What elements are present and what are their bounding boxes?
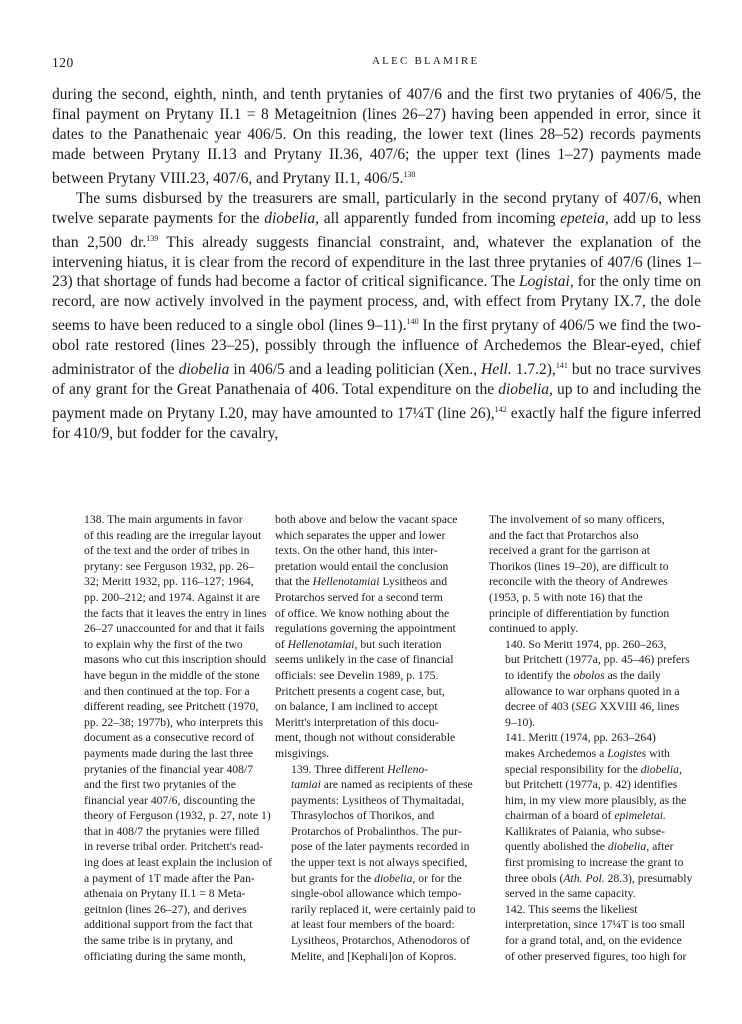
footnote-line: Lysitheos, Protarchos, Athenodoros of [291, 934, 470, 948]
footnote-line: prytany: see Ferguson 1932, pp. 26– [84, 559, 255, 573]
footnote-line: served in the same capacity. [505, 887, 636, 901]
footnote-line: single-obol allowance which tempo- [291, 887, 462, 901]
footnote-line: but Pritchett (1977a, p. 42) identifies [505, 778, 678, 792]
italic-term: diobelia [178, 361, 230, 379]
footnote-line: officials: see Develin 1989, p. 175. [275, 668, 439, 682]
footnote-line: of office. We know nothing about the [275, 606, 450, 620]
text-run: add up to less than 2,500 dr. [52, 209, 701, 251]
footnote-line: of the text and the order of tribes in [84, 544, 250, 558]
footnote-line: three obols (Ath. Pol. 28.3), presumably [505, 871, 693, 885]
footnote-140 [489, 637, 701, 731]
footnote-line: ing does at least explain the inclusion of [84, 856, 272, 870]
italic-term: epeteia, [560, 209, 609, 227]
footnote-line: officiating during the same month, [84, 949, 246, 963]
footnote-line: received a grant for the garrison at [489, 544, 650, 558]
footnote-line: masons who cut this inscription should [84, 653, 267, 667]
footnote-line: chairman of a board of epimeletai. [505, 809, 666, 823]
footnote-142 [489, 902, 701, 964]
main-paragraph-1 [52, 85, 701, 189]
footnote-line: on balance, I am inclined to accept [275, 700, 438, 714]
main-text [52, 85, 701, 444]
footnote-line: makes Archedemos a Logistes with [505, 746, 670, 760]
footnote-column-3 [489, 512, 701, 964]
footnote-line: and then continued at the top. For a [84, 684, 250, 698]
footnote-line: texts. On the other hand, this inter- [275, 544, 438, 558]
footnote-line: allowance to war orphans quoted in a [505, 684, 680, 698]
footnote-line: Protarchos of Probalinthos. The pur- [291, 824, 462, 838]
text-run: The sums disbursed by the treasurers are small, particularly in the second prytany of 407/6, when twelve separate payments for the [52, 189, 701, 227]
footnote-line: rarily replaced it, were certainly paid to [291, 902, 476, 916]
footnote-line: 9–10). [505, 715, 536, 729]
footnote-line: but grants for the diobelia, or for the [291, 871, 462, 885]
text-run: all apparently funded from incoming [318, 209, 561, 227]
note-ref-139: 139 [146, 233, 159, 243]
footnote-line: 142. This seems the likeliest [505, 902, 638, 916]
italic-term: diobelia, [264, 209, 319, 227]
footnote-line: for a grand total, and, on the evidence [505, 934, 682, 948]
footnote-line: payments made during the last three [84, 746, 254, 760]
footnote-line: 32; Meritt 1932, pp. 116–127; 1964, [84, 575, 254, 589]
footnote-line: but Pritchett (1977a, pp. 45–46) prefers [505, 653, 690, 667]
footnote-line: both above and below the vacant space [275, 513, 458, 526]
footnote-line: different reading, see Pritchett (1970, [84, 700, 259, 714]
running-head: ALEC BLAMIRE [372, 55, 480, 67]
footnote-line: have begun in the middle of the stone [84, 668, 260, 682]
footnote-line: additional support from the fact that [84, 918, 253, 932]
footnote-line: in reverse tribal order. Pritchett's read- [84, 840, 264, 854]
footnote-line: pose of the later payments recorded in [291, 840, 470, 854]
footnote-line: 138. The main arguments in favor [84, 513, 243, 526]
main-paragraph-2 [52, 189, 701, 445]
footnote-column-1 [68, 512, 272, 964]
footnote-line: the upper text is not always specified, [291, 856, 468, 870]
text-run: This already suggests financial constraint, and, whatever the explanation of the intervening hiatus, it is clear from the record of expenditure in the last three prytanies of 407/6 (lines 1–23) that shortage of funds had become a factor of critical significance. The [52, 233, 701, 291]
text-run: for the only time on record, are now actively involved in the payment process, and, with effect from Prytany IX.7, the dole seems to have been reduced to a single obol (lines 9–11). [52, 273, 701, 335]
footnote-line: continued to apply. [489, 622, 579, 636]
footnote-line: financial year 407/6, discounting the [84, 793, 256, 807]
footnote-line: and the first two prytanies of the [84, 778, 236, 792]
footnote-line: of this reading are the irregular layout [84, 528, 262, 542]
footnote-line: which separates the upper and lower [275, 528, 446, 542]
footnote-line: 141. Meritt (1974, pp. 263–264) [505, 731, 656, 745]
footnote-line: Melite, and [Kephali]on of Kopros. [291, 949, 457, 963]
footnote-138-continued [275, 512, 471, 762]
footnote-line: document as a consecutive record of [84, 731, 255, 745]
italic-term: Logistai, [519, 273, 574, 291]
footnote-line: that the Hellenotamiai Lysitheos and [275, 575, 448, 589]
footnote-line: to explain why the first of the two [84, 637, 243, 651]
footnote-line: (1953, p. 5 with note 16) that the [489, 590, 643, 604]
italic-term: Hell. [481, 361, 512, 379]
footnote-line: quently abolished the diobelia, after [505, 840, 674, 854]
footnote-line: first promising to increase the grant to [505, 856, 684, 870]
text-run: but no trace survives of any grant for the Great Panathenaia of 406. Total expenditure on the [52, 361, 702, 399]
footnote-line: decree of 403 (SEG XXVIII 46, lines [505, 700, 680, 714]
footnote-139-continued [489, 512, 701, 637]
footnote-line: Thrasylochos of Thorikos, and [291, 809, 435, 823]
footnote-line: reconcile with the theory of Andrewes [489, 575, 668, 589]
footnote-line: payments: Lysitheos of Thymaitadai, [291, 793, 465, 807]
footnote-line: prytanies of the financial year 408/7 [84, 762, 254, 776]
note-ref-142: 142 [494, 405, 507, 415]
footnote-line: Protarchos served for a second term [275, 590, 443, 604]
footnote-line: 26–27 unaccounted for and that it fails [84, 622, 265, 636]
footnote-line: Pritchett presents a cogent case, but, [275, 684, 445, 698]
footnote-line: special responsibility for the diobelia, [505, 762, 682, 776]
footnote-line: pretation would entail the conclusion [275, 559, 449, 573]
text-run: in 406/5 and a leading politician (Xen., [229, 361, 482, 379]
footnote-line: the facts that it leaves the entry in lines [84, 606, 267, 620]
footnote-line: of other preserved figures, too high for [505, 949, 687, 963]
footnote-line: Thorikos (lines 19–20), are difficult to [489, 559, 669, 573]
footnote-line: him, in my view more plausibly, as the [505, 793, 687, 807]
footnote-line: tamiai are named as recipients of these [291, 778, 473, 792]
footnote-139 [275, 762, 476, 965]
note-ref-140: 140 [406, 317, 419, 327]
text-run: up to and including the payment made on Prytany I.20, may have amounted to 17¼T (line 26), [52, 381, 702, 423]
footnote-line: 140. So Meritt 1974, pp. 260–263, [505, 637, 667, 651]
footnote-line: regulations governing the appointment [275, 622, 456, 636]
footnote-line: the same tribe is in prytany, and [84, 934, 233, 948]
italic-term: diobelia, [498, 381, 553, 399]
footnote-line: The involvement of so many officers, [489, 513, 665, 526]
main-paragraph-1-text: during the second, eighth, ninth, and tenth prytanies of 407/6 and the first two prytanies of 406/5, the final payment on Prytany II.1 = 8 Metageitnion (lines 26–27) having been appended in error, since it dates to the Panathenaic year 406/5. On this reading, the lower text (lines 28–52) records payments made between Prytany II.13 and Prytany II.36, 407/6; the upper text (lines 1–27) payments made between Prytany VIII.23, 407/6, and Prytany II.1, 406/5. [52, 86, 701, 187]
footnote-141 [489, 730, 701, 902]
text-run: 1.7.2), [511, 361, 556, 379]
footnote-line: misgivings. [275, 746, 330, 760]
footnote-line: at least four members of the board: [291, 918, 455, 932]
footnote-line: athenaia on Prytany II.1 = 8 Meta- [84, 887, 246, 901]
footnote-line: geitnion (lines 26–27), and derives [84, 902, 247, 916]
footnote-line: pp. 22–38; 1977b), who interprets this [84, 715, 263, 729]
footnote-line: 139. Three different Helleno- [291, 762, 429, 776]
footnote-line: that in 408/7 the prytanies were filled [84, 824, 260, 838]
footnote-138 [68, 512, 272, 964]
footnote-line: a payment of 1T made after the Pan- [84, 871, 255, 885]
note-ref-141: 141 [555, 361, 568, 371]
page-number: 120 [52, 55, 74, 70]
footnote-line: theory of Ferguson (1932, p. 27, note 1) [84, 809, 271, 823]
note-ref-138: 138 [403, 169, 416, 179]
text-run: exactly half the figure inferred for 410/9, but fodder for the cavalry, [52, 405, 701, 443]
footnote-line: seems unlikely in the case of financial [275, 653, 454, 667]
footnote-line: ment, though not without considerable [275, 731, 456, 745]
text-run: In the first prytany of 406/5 we find the two-obol rate restored (lines 23–25), possibly through the influence of Archedemos the Blear-eyed, chief administrator of the [52, 317, 701, 379]
footnote-line: to identify the obolos as the daily [505, 668, 661, 682]
footnote-line: and the fact that Protarchos also [489, 528, 639, 542]
footnote-line: principle of differentiation by function [489, 606, 670, 620]
footnote-line: of Hellenotamiai, but such iteration [275, 637, 442, 651]
footnote-line: Kallikrates of Paiania, who subse- [505, 824, 666, 838]
footnote-line: pp. 200–212; and 1974. Against it are [84, 590, 260, 604]
footnote-line: Meritt's interpretation of this docu- [275, 715, 439, 729]
footnote-column-2 [275, 512, 476, 964]
footnote-line: interpretation, since 17¼T is too small [505, 918, 685, 932]
